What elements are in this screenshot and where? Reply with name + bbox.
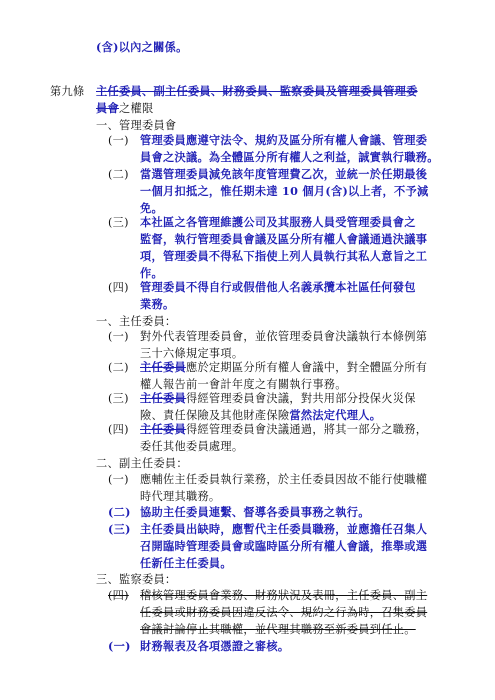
struck-item-text: 會議討論停止其職權，並代理其職務至新委員到任止。 (140, 623, 416, 636)
struck-text: 員會 (96, 101, 119, 115)
text-segment: 得經管理委員會決議，對共用部分投保火災保 (185, 392, 416, 405)
item-text (140, 390, 416, 407)
item-text: 協助主任委員連繫、督導各委員事務之執行。 (140, 505, 370, 519)
item-text: 免。 (140, 201, 163, 215)
item-text: 應輔佐主任委員執行業務，於主任委員因故不能行使職權 (140, 473, 428, 486)
struck-item-text: 任委員或財務委員因違反法令、規約之行為時，召集委員 (140, 606, 428, 619)
item-number: (三) (108, 392, 129, 405)
item-number: (三) (108, 216, 129, 229)
item-text (140, 359, 427, 376)
item-text: 監督，執行管理委員會議及區分所有權人會議通過決議事 (140, 232, 428, 246)
text-segment: 得經管理委員會決議通過，將其一部分之職務， (185, 423, 428, 436)
inserted-text: 當然法定代理人。 (289, 408, 382, 422)
heading-line (96, 100, 153, 117)
item-number: (三) (108, 522, 131, 536)
struck-item-text: 稽核管理委員會業務、財務狀況及表冊，主任委員、副主 (140, 589, 428, 602)
text-line: (含)以內之關係。 (96, 40, 188, 54)
struck-text: 主任委員 (140, 391, 186, 405)
item-text: 當選管理委員減免該年度管理費乙次，並統一於任期最後 (140, 167, 428, 181)
item-number: (四) (108, 589, 129, 602)
item-number: (四) (108, 281, 129, 294)
item-text: 主任委員出缺時，應暫代主任委員職務，並應擔任召集人 (140, 522, 428, 536)
text-segment: 險、責任保險及其他財產保險 (140, 409, 290, 422)
item-text: 時代理其職務。 (140, 490, 221, 503)
text-segment: 應於定期區分所有權人會議中，對全體區分所有 (185, 361, 428, 374)
heading-text: 之權限 (118, 102, 154, 115)
item-text: 管理委員應遵守法令、規約及區分所有權人會議、管理委 (140, 133, 428, 147)
item-text: 對外代表管理委員會，並依管理委員會決議執行本條例第 (140, 330, 428, 343)
item-number: (二) (108, 361, 129, 374)
item-text: 項，管理委員不得私下指使上列人員執行其私人意旨之工 (140, 249, 428, 263)
item-text: 一個月扣抵之，惟任期未達 10 個月(含)以上者，不予減 (140, 184, 429, 198)
struck-text: 主任委員 (140, 360, 186, 374)
item-number: (二) (108, 168, 129, 181)
item-text (140, 421, 427, 438)
item-text: 作。 (140, 266, 163, 280)
item-text: 召開臨時管理委員會或臨時區分所有權人會議，推舉或選 (140, 539, 428, 553)
item-number: (一) (108, 134, 129, 147)
item-number: (四) (108, 423, 129, 436)
item-text: 管理委員不得自行或假借他人名義承攬本社區任何發包 (140, 280, 416, 294)
item-text: 員會之決議。為全體區分所有權人之利益，誠實執行職務。 (140, 150, 439, 164)
item-number: (一) (108, 639, 131, 653)
item-number: (二) (108, 505, 131, 519)
section-heading: 三、監察委員： (96, 573, 177, 586)
section-heading: 一、管理委員會 (96, 119, 177, 132)
item-text: 權人報告前一會計年度之有關執行事務。 (140, 378, 347, 391)
item-text: 委任其他委員處理。 (140, 440, 244, 453)
section-heading: 一、主任委員： (96, 315, 177, 328)
section-heading: 二、副主任委員： (96, 457, 188, 470)
item-text: 任新任主任委員。 (140, 556, 232, 570)
item-text: 本社區之各管理維護公司及其服務人員受管理委員會之 (140, 215, 416, 229)
item-text: 財務報表及各項憑證之審核。 (140, 639, 290, 653)
item-number: (一) (108, 330, 129, 343)
item-text: 三十六條規定事項。 (140, 347, 244, 360)
struck-text: 主任委員 (140, 422, 186, 436)
item-text: 業務。 (140, 297, 175, 311)
item-number: (一) (108, 473, 129, 486)
article-label: 第九條 (50, 85, 85, 98)
struck-heading-line: 主任委員、副主任委員、財務委員、監察委員及管理委員管理委 (96, 84, 418, 98)
